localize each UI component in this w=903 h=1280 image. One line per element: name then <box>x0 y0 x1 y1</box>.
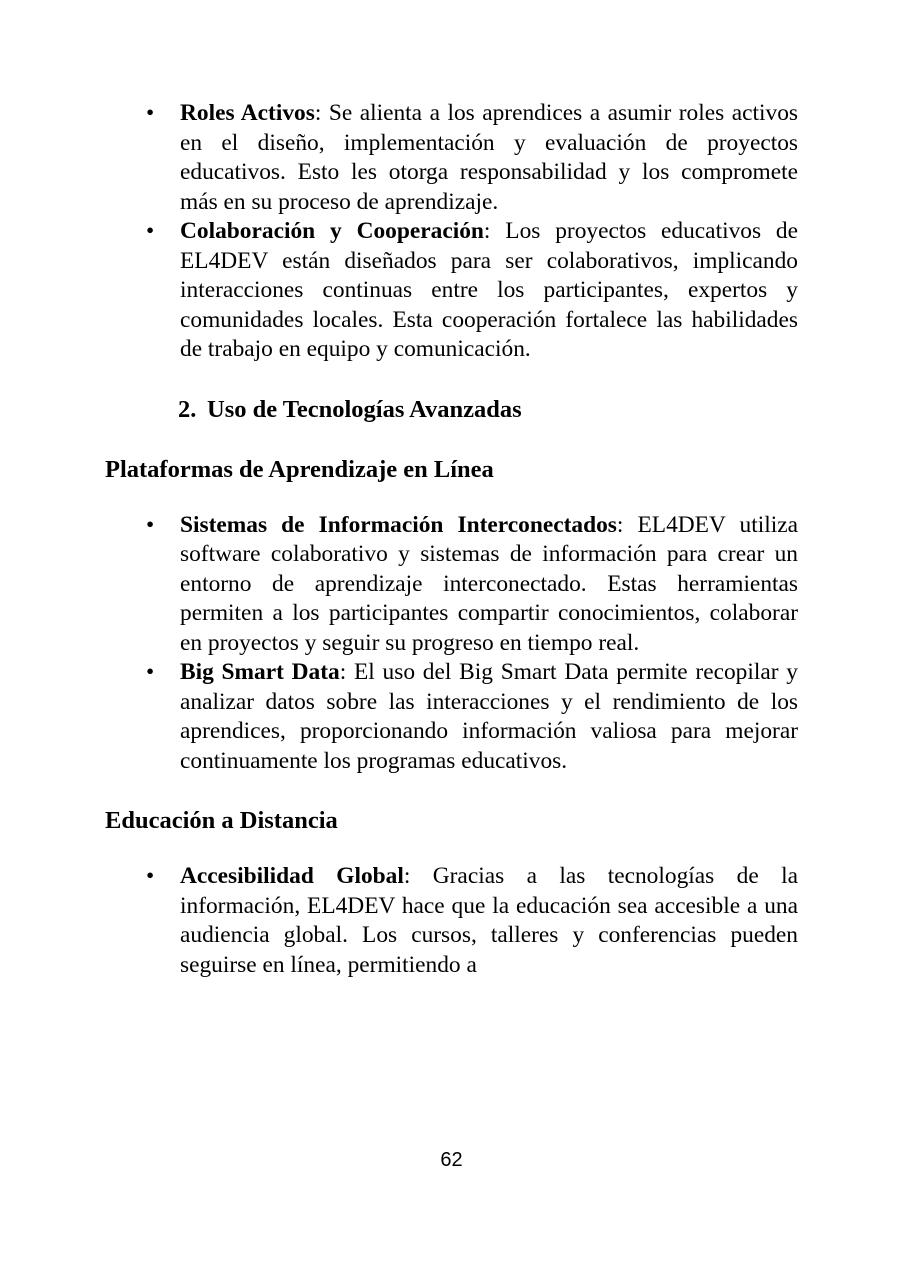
spacer <box>105 836 798 862</box>
list-item-separator: : <box>403 863 433 889</box>
list-item-lead: Colaboración y Cooperación <box>180 218 484 244</box>
list-item-sistemas-informacion <box>105 511 798 659</box>
list-item-lead: Big Smart Data <box>180 659 340 685</box>
spacer <box>105 776 798 806</box>
bullet-point-icon: • <box>146 863 155 889</box>
heading-number: 2. <box>178 395 197 423</box>
spacer <box>105 365 798 395</box>
list-item-separator: : <box>314 100 329 126</box>
list-item-big-smart-data <box>105 658 798 776</box>
heading-text: Uso de Tecnologías Avanzadas <box>207 395 522 423</box>
bullet-list-educacion-distancia <box>105 862 798 980</box>
list-item-body: Se alienta a los aprendices a asumir roles activos en el diseño, implementación y evaluación de proyectos educativos. Esto les otorga responsabilidad y los compromete más en su proceso de aprendizaje. <box>180 100 798 215</box>
list-item-lead: Roles Activos <box>180 100 315 126</box>
list-item-body: Los proyectos educativos de EL4DEV están diseñados para ser colaborativos, implicando interacciones continuas entre los participantes, expertos y comunidades locales. Esta cooperación fortalece las habilidades de trabajo en equipo y comunicación. <box>180 218 798 362</box>
bullet-point-icon: • <box>146 659 155 685</box>
bullet-list-enfoque <box>105 99 798 365</box>
page-content <box>105 99 798 980</box>
list-item-body: El uso del Big Smart Data permite recopilar y analizar datos sobre las interacciones y el rendimiento de los aprendices, proporcionando información valiosa para mejorar continuamente los programas educativos. <box>180 659 798 774</box>
bullet-point-icon: • <box>146 100 155 126</box>
list-item-roles-activos <box>105 99 798 217</box>
list-item-separator: : <box>483 218 506 244</box>
bullet-point-icon: • <box>146 511 155 538</box>
sub-heading-plataformas-aprendizaje: Plataformas de Aprendizaje en Línea <box>105 455 494 483</box>
list-item-separator: : <box>339 659 355 685</box>
numbered-heading-uso-tecnologias <box>105 395 798 425</box>
page-number-footer: 62 <box>440 1149 463 1171</box>
sub-heading-educacion-distancia: Educación a Distancia <box>105 807 338 834</box>
spacer <box>105 425 798 455</box>
bullet-point-icon: • <box>146 218 155 244</box>
bullet-list-plataformas <box>105 511 798 777</box>
list-item-colaboracion-cooperacion <box>105 217 798 365</box>
list-item-accesibilidad-global <box>105 862 798 980</box>
list-item-body: EL4DEV utiliza software colaborativo y sistemas de información para crear un entorno de aprendizaje interconectado. Estas herramientas permiten a los participantes compartir conocimientos, colaborar en proyectos y seguir su progreso en tiempo real. <box>180 511 798 656</box>
list-item-lead: Sistemas de Información Interconectados <box>180 511 617 538</box>
list-item-lead: Accesibilidad Global <box>180 863 404 889</box>
spacer <box>105 485 798 511</box>
list-item-body: Gracias a las tecnologías de la información, EL4DEV hace que la educación sea accesible a una audiencia global. Los cursos, talleres y conferencias pueden seguirse en línea, permitiendo a <box>180 863 798 978</box>
list-item-separator: : <box>616 511 638 538</box>
